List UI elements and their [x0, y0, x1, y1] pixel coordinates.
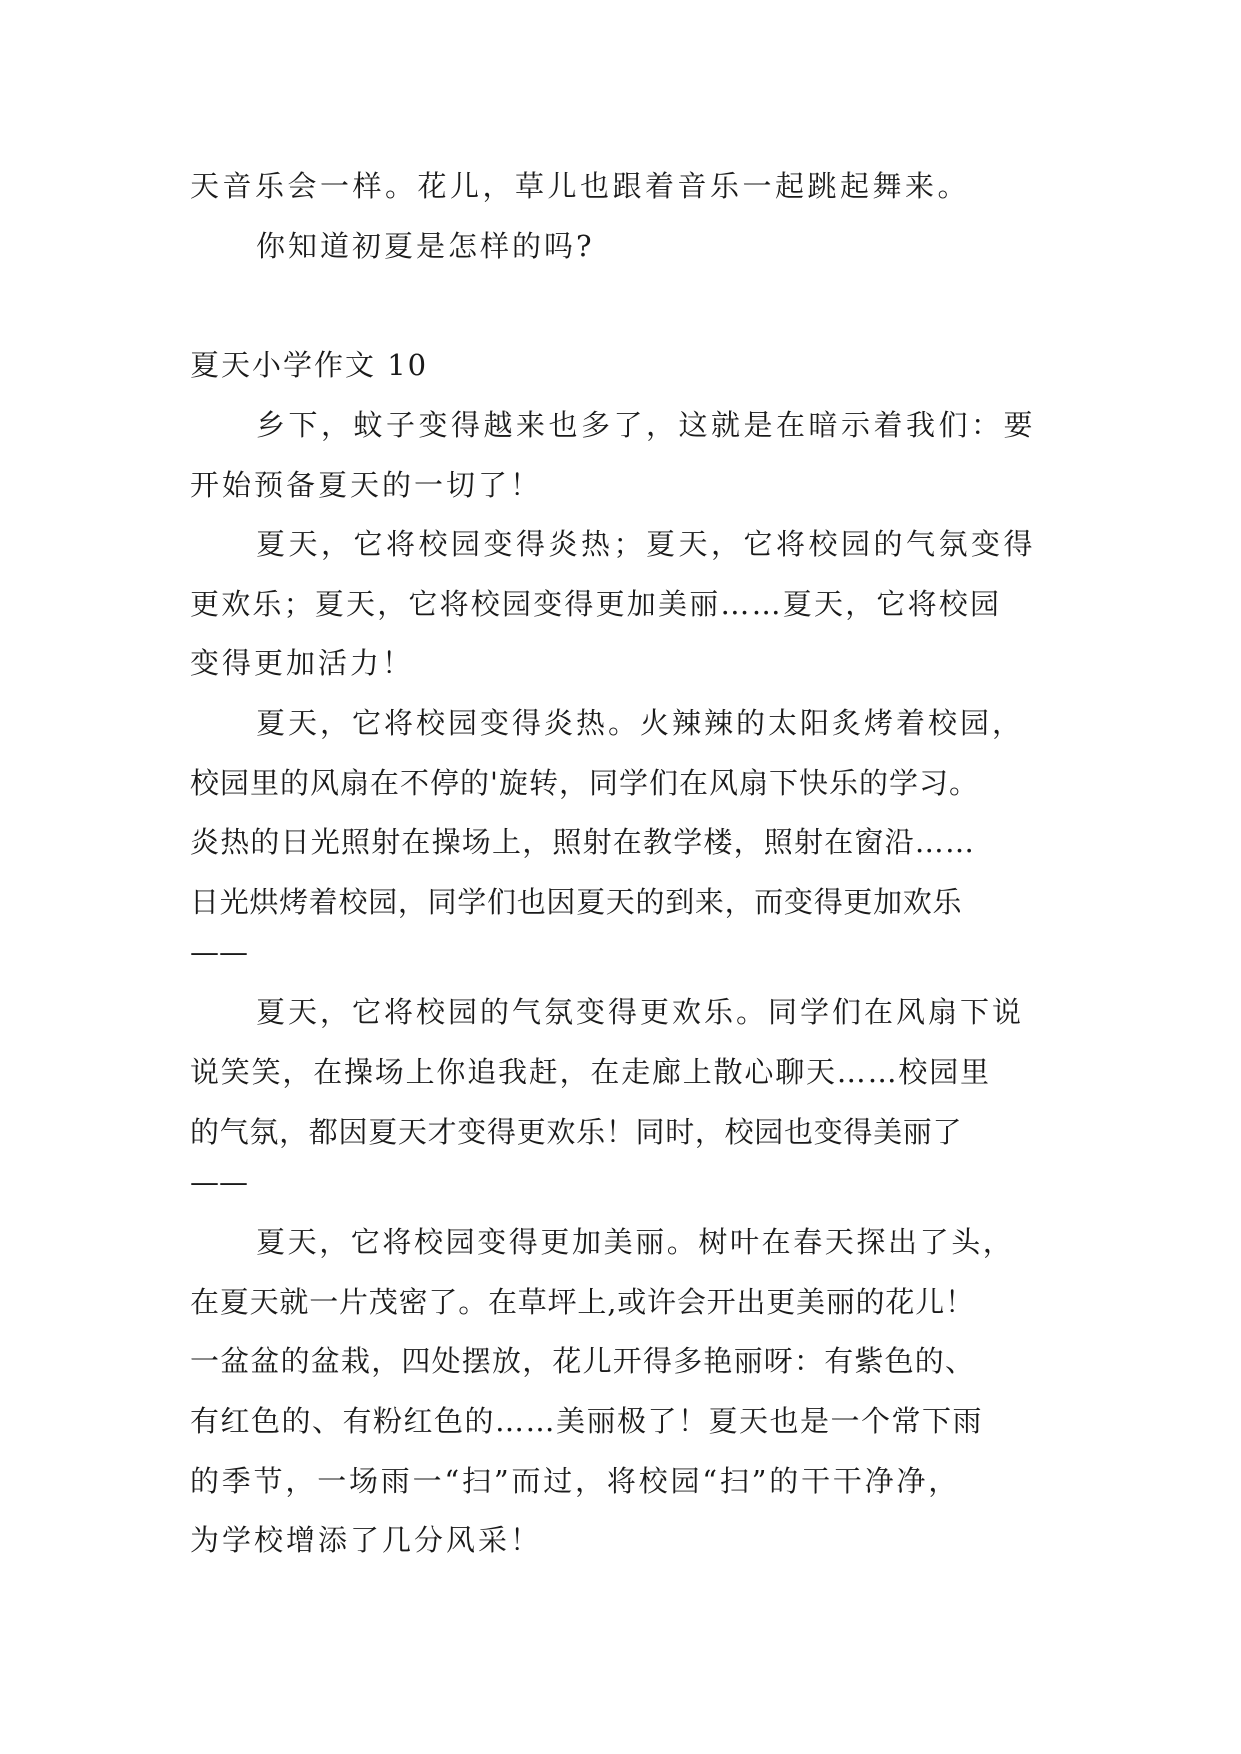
text-line: 为学校增添了几分风采！	[190, 1523, 543, 1557]
text-line: 你知道初夏是怎样的吗?	[256, 229, 595, 263]
text-line: 有红色的、有粉红色的……美丽极了！夏天也是一个常下雨	[190, 1404, 984, 1438]
text-line: 夏天，它将校园的气氛变得更欢乐。同学们在风扇下说	[256, 995, 1025, 1029]
text-line: 天音乐会一样。花儿，草儿也跟着音乐一起跳起舞来。	[190, 169, 971, 203]
text-line: 夏天，它将校园变得炎热。火辣辣的太阳炙烤着校园，	[256, 706, 1025, 740]
text-line: 开始预备夏天的一切了！	[190, 468, 543, 502]
text-line: 乡下，蚊子变得越来也多了，这就是在暗示着我们：要	[256, 408, 1037, 442]
text-line: 夏天，它将校园变得更加美丽。树叶在春天探出了头，	[256, 1225, 1015, 1259]
text-line: 校园里的风扇在不停的'旋转，同学们在风扇下快乐的学习。	[190, 766, 979, 800]
text-line: 变得更加活力！	[190, 646, 415, 680]
text-line: ——	[190, 1165, 248, 1199]
text-line: 夏天，它将校园变得炎热；夏天，它将校园的气氛变得	[256, 527, 1037, 561]
text-line: 的气氛，都因夏天才变得更欢乐！同时，校园也变得美丽了	[190, 1115, 963, 1149]
text-line: 一盆盆的盆栽，四处摆放，花儿开得多艳丽呀：有紫色的、	[190, 1344, 976, 1378]
text-line: 在夏天就一片茂密了。在草坪上,或许会开出更美丽的花儿！	[190, 1285, 975, 1319]
text-line: 的季节，一场雨一“扫”而过，将校园“扫”的干干净净，	[190, 1464, 961, 1498]
text-line: 日光烘烤着校园，同学们也因夏天的到来，而变得更加欢乐	[190, 885, 963, 919]
text-line: 更欢乐；夏天，它将校园变得更加美丽……夏天，它将校园	[190, 587, 1002, 621]
text-line: 炎热的日光照射在操场上，照射在教学楼，照射在窗沿……	[190, 825, 976, 859]
essay-title: 夏天小学作文 10	[190, 348, 429, 382]
text-line: 说笑笑，在操场上你追我赶，在走廊上散心聊天……校园里	[190, 1055, 991, 1089]
text-line: ——	[190, 935, 248, 969]
